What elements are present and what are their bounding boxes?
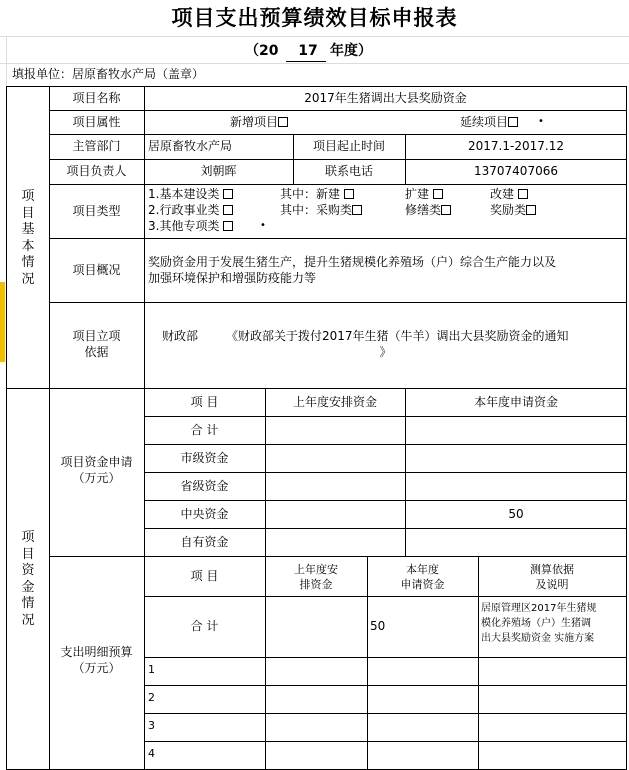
- attr-cont-checkbox[interactable]: [508, 117, 518, 127]
- year-value: 17: [298, 43, 318, 59]
- type-2-repair[interactable]: [405, 204, 451, 216]
- funds-col-last: 上年度安排资金: [292, 395, 377, 409]
- phone-value: 13707407066: [474, 164, 558, 178]
- overview-label: 项目概况: [72, 263, 121, 277]
- detail-row-number: 2: [148, 691, 155, 704]
- sheet-gridline: [0, 36, 629, 37]
- detail-total-this: 50: [370, 619, 386, 633]
- detail-total-basis-1: 居原管理区2017年生猪规: [481, 603, 597, 614]
- detail-total-basis-3: 出大县奖励资金 实施方案: [481, 633, 595, 644]
- overview-text-2: 加强环境保护和增强防疫能力等: [148, 271, 317, 285]
- dept-label: 主管部门: [72, 139, 121, 153]
- period-value: 2017.1-2017.12: [468, 139, 564, 153]
- attr-new-checkbox[interactable]: [278, 117, 288, 127]
- type-2-reward-checkbox[interactable]: [526, 205, 536, 215]
- type-3-checkbox[interactable]: [223, 221, 233, 231]
- type-1-new-label: 其中：新建: [280, 187, 341, 201]
- type-1-new[interactable]: [280, 188, 354, 200]
- type-2-reward[interactable]: [490, 204, 536, 216]
- sheet-gridline: [6, 36, 7, 86]
- year-close: 年度）: [330, 43, 372, 59]
- type-3[interactable]: [148, 220, 233, 232]
- funds-row-this: 50: [508, 507, 524, 521]
- funds-row-item: 中央资金: [180, 507, 229, 521]
- type-2-checkbox[interactable]: [223, 205, 233, 215]
- period-label: 项目起止时间: [312, 139, 385, 153]
- attr-new-option[interactable]: [230, 116, 288, 128]
- detail-col-last-2: 排资金: [299, 578, 333, 591]
- year-open: （20: [245, 43, 279, 59]
- type-1-expand-checkbox[interactable]: [433, 189, 443, 199]
- funds-label-2: （万元）: [72, 471, 121, 485]
- sheet-gridline: [0, 63, 629, 64]
- detail-label-2: （万元）: [72, 661, 121, 675]
- type-2-purchase[interactable]: [280, 204, 362, 216]
- detail-total-basis-2: 模化养殖场（户）生猪调: [481, 618, 591, 629]
- project-name-value: 2017年生猪调出大县奖励资金: [304, 91, 467, 105]
- type-2-purchase-checkbox[interactable]: [352, 205, 362, 215]
- type-1-label: 1.基本建设类: [148, 187, 220, 201]
- funds-row-item: 省级资金: [180, 479, 229, 493]
- type-3-label: 3.其他专项类: [148, 219, 220, 233]
- filler-unit: 填报单位：居原畜牧水产局（盖章）: [12, 67, 205, 81]
- basis-label-2: 依据: [84, 345, 109, 359]
- section-funds-label: 项目资金情况: [21, 530, 35, 628]
- type-2-repair-label: 修缮类: [405, 203, 442, 217]
- type-1-new-checkbox[interactable]: [344, 189, 354, 199]
- funds-row-item: 市级资金: [180, 451, 229, 465]
- type-2-label: 2.行政事业类: [148, 203, 220, 217]
- type-1-expand[interactable]: [405, 188, 443, 200]
- funds-col-item: 项 目: [190, 395, 219, 409]
- basis-doc-2: 》: [379, 345, 392, 359]
- year-underline: [286, 61, 326, 62]
- type-1-checkbox[interactable]: [223, 189, 233, 199]
- detail-row-number: 1: [148, 663, 155, 676]
- project-name-label: 项目名称: [72, 91, 121, 105]
- bullet-dot: •: [260, 220, 266, 231]
- detail-col-this-2: 申请资金: [400, 578, 445, 591]
- type-2-reward-label: 奖励类: [490, 203, 527, 217]
- detail-total-label: 合 计: [190, 619, 219, 633]
- funds-row-item: 自有资金: [180, 535, 229, 549]
- dept-value: 居原畜牧水产局: [148, 139, 233, 153]
- type-1-rebuild[interactable]: [490, 188, 528, 200]
- attr-new-label: 新增项目: [230, 115, 279, 129]
- basis-doc-1: 《财政部关于拨付2017年生猪（牛羊）调出大县奖励资金的通知: [226, 329, 569, 343]
- type-2-purchase-label: 其中：采购类: [280, 203, 353, 217]
- type-2[interactable]: [148, 204, 233, 216]
- type-1-rebuild-checkbox[interactable]: [518, 189, 528, 199]
- attr-continue-option[interactable]: [460, 116, 518, 128]
- type-1-expand-label: 扩建: [405, 187, 430, 201]
- detail-col-item: 项 目: [190, 569, 219, 583]
- detail-col-basis-1: 测算依据: [530, 563, 574, 576]
- detail-row-number: 4: [148, 747, 155, 760]
- type-1[interactable]: [148, 188, 233, 200]
- basis-label-1: 项目立项: [72, 329, 121, 343]
- detail-col-basis-2: 及说明: [535, 578, 569, 591]
- type-label: 项目类型: [72, 204, 121, 218]
- page-title: 项目支出预算绩效目标申报表: [171, 6, 458, 30]
- section-basic-label: 项目基本情况: [21, 189, 35, 287]
- type-2-repair-checkbox[interactable]: [441, 205, 451, 215]
- funds-col-this: 本年度申请资金: [473, 395, 558, 409]
- attr-cont-label: 延续项目: [460, 115, 509, 129]
- head-label: 项目负责人: [66, 164, 127, 178]
- detail-col-last-1: 上年度安: [294, 563, 338, 576]
- basis-org: 财政部: [162, 329, 199, 343]
- type-1-rebuild-label: 改建: [490, 187, 515, 201]
- funds-label-1: 项目资金申请: [60, 455, 133, 469]
- funds-row-item: 合 计: [190, 423, 219, 437]
- project-attr-label: 项目属性: [72, 115, 121, 129]
- detail-col-this-1: 本年度: [406, 563, 439, 576]
- bullet-dot: •: [538, 116, 544, 127]
- detail-row-number: 3: [148, 719, 155, 732]
- phone-label: 联系电话: [324, 164, 373, 178]
- head-value: 刘朝晖: [200, 164, 237, 178]
- detail-label-1: 支出明细预算: [60, 645, 133, 659]
- overview-text-1: 奖励资金用于发展生猪生产，提升生猪规模化养殖场（户）综合生产能力以及: [148, 255, 557, 269]
- selection-marker: [0, 282, 5, 362]
